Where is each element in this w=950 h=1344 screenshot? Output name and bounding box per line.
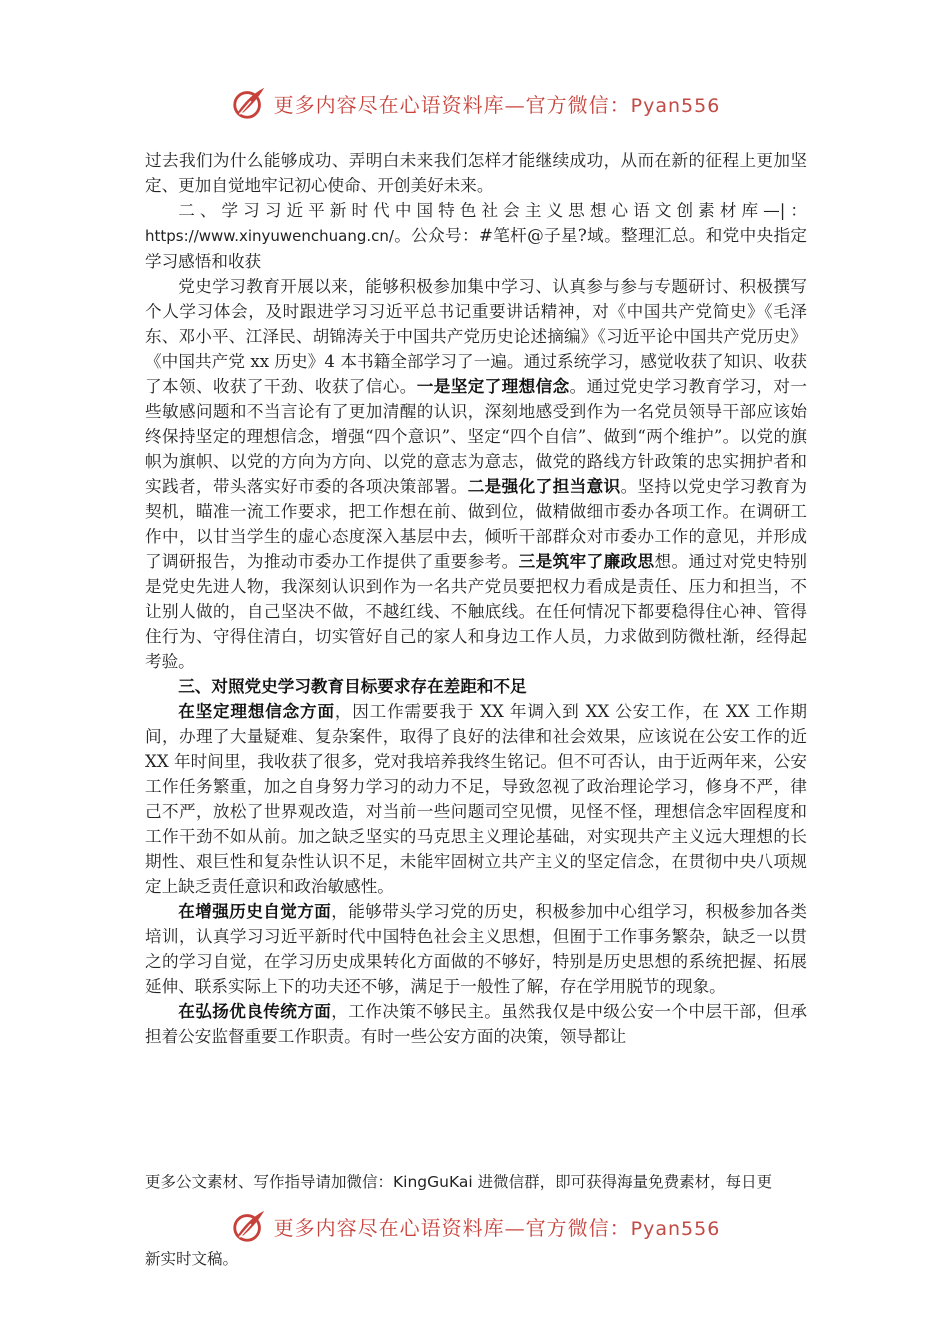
bold-point-3: 三是筑牢了廉政思 [518, 551, 655, 571]
website-link[interactable]: https://www.xinyuwenchuang.cn/ [145, 227, 394, 245]
banner-wechat-id: Pyan556 [630, 94, 721, 117]
paragraph-0: 过去我们为什么能够成功、弄明白未来我们怎样才能继续成功，从而在新的征程上更加坚定、更加自觉地牢记初心使命、开创美好未来。 [145, 151, 807, 195]
footer-line-2: 新实时文稿。 [145, 1250, 239, 1268]
banner-wechat-label: 官方微信： [525, 1215, 631, 1240]
banner-separator: — [504, 92, 526, 117]
watermark-banner-top [0, 82, 950, 124]
p2-text-d: 。坚持以党史学习教育为契机，瞄准一流工作要求，把工作想在前、做到位，做精做细市委办各项工作。在调研工作中，以甘当学生的虚心态度深入基层中去，倾听干部群众对市委办工作的意见，并形成了调研报告，为推动市委办工作提供了重要参考。 [145, 477, 807, 571]
banner-title: 更多内容尽在心语资料库 [273, 1215, 505, 1240]
p2-text-c: 。通过党史学习教育学习，对一些敏感问题和不当言论有了更加清醒的认识，深刻地感受到作为一名党员领导干部应该始终保持坚定的理想信念，增强“四个意识”、坚定“四个自信”、做到“两个维护”。以党的旗帜为旗帜、以党的方向为方向、以党的意志为意志，做党的路线方针政策的忠实拥护者和实践者，带头落实好市委的各项决策部署。 [145, 377, 807, 496]
p2-text-a: 党史学习教育开展以来，能够积极参加集中学习、认真参与参与专题研讨、积极撰写个人学习体会，及时跟进学习习近平总书记重要讲话精神，对《中国共产党简史》《毛泽东、邓小平、江泽民、胡锦涛关于中国共产党历史论述摘编》《习近平论中国共产党历史》《中国共产党 xx 历史》4 本书籍全部学习了一遍。通过系统学习，感觉收获了知识、收获了本领、收获了干劲、收获了信心。 [145, 277, 807, 396]
p2-text-e: 想。通过对党史特别是党史先进人物，我深刻认识到作为一名共产党员要把权力看成是责任、压力和担当，不让别人做的，自己坚决不做，不越红线、不触底线。在任何情况下都要稳得住心神、管得住行为、守得住清白，切实管好自己的家人和身边工作人员，力求做到防微杜渐，经得起考验。 [145, 552, 807, 671]
bold-point-1: 一是坚定了理想信念 [416, 376, 570, 396]
section-2-heading-cont: 。公众号：#笔杆@子星?域。整理汇总。和党中央指定学习感悟和收获 [145, 226, 807, 271]
bold-lead-5: 在弘扬优良传统方面 [178, 1001, 332, 1021]
banner-text [274, 89, 721, 118]
section-3-heading: 三、对照党史学习教育目标要求存在差距和不足 [178, 676, 527, 696]
watermark-banner-bottom [0, 1205, 950, 1247]
banner-separator: — [504, 1215, 526, 1240]
section-2-heading: 二、学习习近平新时代中国特色社会主义思想心语文创素材库—|： [178, 201, 807, 220]
paragraph-2 [145, 274, 807, 674]
p4-text: ，能够带头学习党的历史，积极参加中心组学习，积极参加各类培训，认真学习习近平新时代中国特色社会主义思想，但囿于工作事务繁杂，缺乏一以贯之的学习自觉，在学习历史成果转化方面做的不够好，特别是历史思想的系统把握、拓展延伸、联系实际上下的功夫还不够，满足于一般性了解，存在学用脱节的现象。 [145, 902, 808, 996]
paragraph-1 [145, 198, 807, 274]
bold-lead-3: 在坚定理想信念方面 [178, 701, 335, 721]
banner-wechat-label: 官方微信： [525, 92, 631, 117]
footer-line-1: 更多公文素材、写作指导请加微信：KingGuKai 进微信群，即可获得海量免费素材，每日更 [145, 1173, 773, 1191]
banner-title: 更多内容尽在心语资料库 [273, 92, 505, 117]
document-body [145, 148, 807, 1049]
paragraph-4 [145, 899, 807, 999]
bold-lead-4: 在增强历史自觉方面 [178, 901, 332, 921]
bold-point-2: 二是强化了担当意识 [467, 476, 621, 496]
banner-text [274, 1212, 721, 1241]
paragraph-5 [145, 999, 807, 1049]
p5-text: ，工作决策不够民主。虽然我仅是中级公安一个中层干部，但承担着公安监督重要工作职责。有时一些公安方面的决策，领导都让 [145, 1002, 808, 1046]
p3-text: ，因工作需要我于 XX 年调入到 XX 公安工作，在 XX 工作期间，办理了大量疑难、复杂案件，取得了良好的法律和社会效果，应该说在公安工作的近 XX 年时间里，我收获了很多，党对我培养我终生铭记。但不可否认，由于近两年来，公安工作任务繁重，加之自身努力学习的动力不足，导致忽视了政治理论学习，修身不严，律己不严，放松了世界观改造，对当前一些问题司空见惯，见怪不怪，理想信念牢固程度和工作干劲不如从前。加之缺乏坚实的马克思主义理论基础，对实现共产主义远大理想的长期性、艰巨性和复杂性认识不足，未能牢固树立共产主义的坚定信念，在贯彻中央八项规定上缺乏责任意识和政治敏感性。 [145, 702, 808, 896]
paragraph-3 [145, 699, 807, 899]
quill-logo-icon [230, 84, 268, 122]
quill-logo-icon [230, 1207, 268, 1245]
banner-wechat-id: Pyan556 [630, 1217, 721, 1240]
